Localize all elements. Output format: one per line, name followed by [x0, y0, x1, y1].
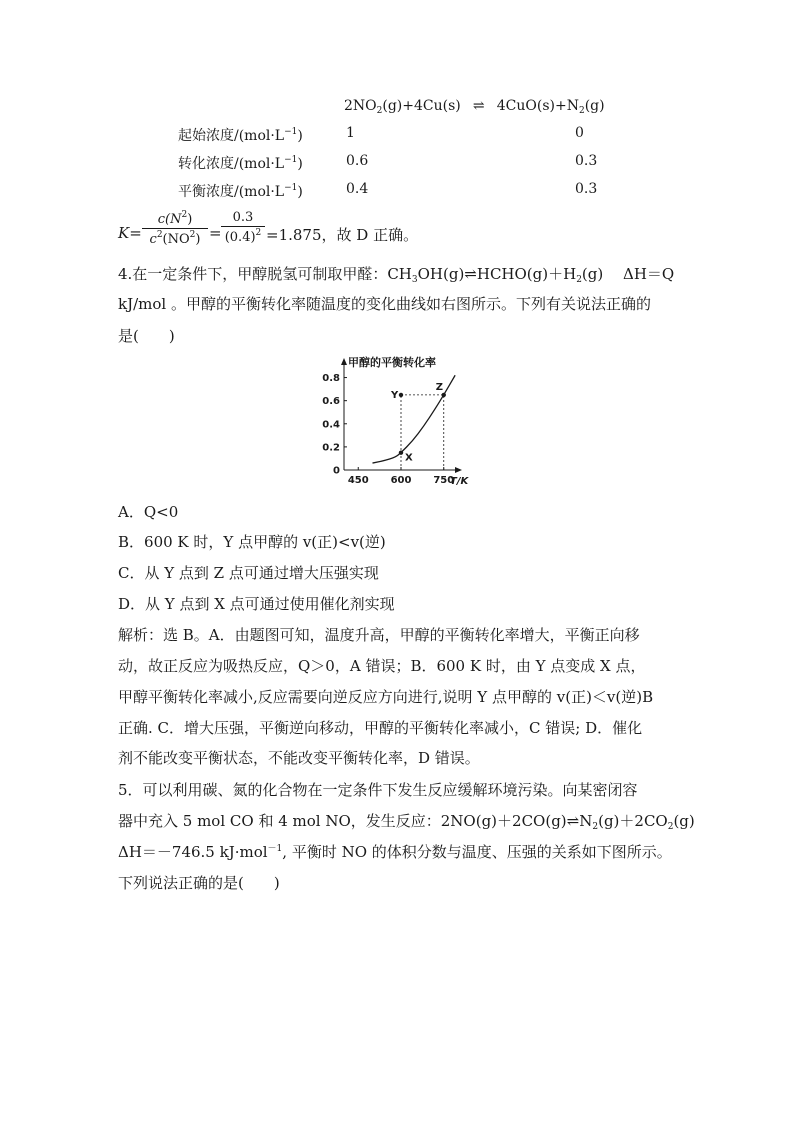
y-tick-label: 0.2 — [322, 442, 340, 454]
analysis-line: 正确. C．增大压强，平衡逆向移动，甲醇的平衡转化率减小，C 错误; D．催化 — [118, 719, 643, 737]
y-tick-label: 0 — [333, 465, 340, 477]
point-z — [442, 393, 446, 397]
point-label-z: Z — [435, 381, 444, 393]
point-label-x: X — [405, 452, 413, 464]
row-value-no2: 0.6 — [346, 153, 369, 169]
q5-stem-line1: 5．可以利用碳、氮的化合物在一定条件下发生反应缓解环境污染。向某密闭容 — [118, 781, 638, 799]
labeled-points — [390, 382, 446, 464]
analysis-line: 解析：选 B。A．由题图可知，温度升高，甲醇的平衡转化率增大，平衡正向移 — [118, 626, 640, 644]
point-x — [399, 450, 403, 454]
q5-stem-line2: 器中充入 5 mol CO 和 4 mol NO，发生反应：$2NO(g)+2CO(g)\rightleftharpoons N_2(g)+2CO_2(g)$ — [118, 812, 695, 832]
q5-stem-line3: ΔH＝－746.5 kJ·mol$^{-1}$, 平衡时 NO 的体积分数与温度、压强的关系如下图所示。 — [118, 843, 672, 861]
fraction-concentration: $c(N^2)$ $c^2(NO^2)$ — [142, 210, 208, 247]
row-value-n2: 0.3 — [575, 181, 598, 197]
x-tick-label: 450 — [347, 475, 369, 486]
equilibrium-arrow: ⇌ — [472, 98, 485, 114]
y-tick-label: 0.6 — [322, 396, 340, 408]
x-tick-label: 600 — [390, 475, 412, 486]
row-value-n2: 0 — [575, 125, 584, 141]
x-tick-label: 750 — [433, 475, 455, 486]
q4-option-d: D．从 Y 点到 X 点可通过使用催化剂实现 — [118, 595, 395, 613]
point-y — [399, 393, 403, 397]
q4-option-a: A．Q<0 — [118, 503, 179, 521]
equals-sign: = — [209, 224, 222, 242]
analysis-line: 甲醇平衡转化率减小,反应需要向逆反应方向进行,说明 Y 点甲醇的 v(正)＜v(逆)B — [118, 688, 654, 706]
row-label: 转化浓度$/(mol\cdot L^{-1})$ — [178, 155, 303, 172]
y-tick-label: 0.8 — [322, 373, 340, 385]
point-label-y: Y — [391, 389, 399, 401]
fraction-numeric: 0.3 $(0.4)^2$ — [221, 210, 265, 245]
y-axis-arrow — [341, 358, 347, 365]
reaction-equation: $2NO_2(g)+4Cu(s)$ ⇌ $4CuO(s)+N_2(g)$ — [344, 98, 605, 116]
q4-option-c: C．从 Y 点到 Z 点可通过增大压强实现 — [118, 564, 379, 582]
k-symbol: K= — [118, 224, 142, 242]
chart-title: 甲醇的平衡转化率 — [348, 356, 436, 369]
analysis-line: 剂不能改变平衡状态，不能改变平衡转化率，D 错误。 — [118, 749, 480, 767]
q5-stem-line4: 下列说法正确的是( ) — [118, 874, 280, 892]
q4-stem-line2: kJ/mol 。甲醇的平衡转化率随温度的变化曲线如右图所示。下列有关说法正确的 — [118, 295, 651, 313]
q4-stem-line1: 4.在一定条件下，甲醇脱氢可制取甲醛：$CH_3OH(g)\rightleftharpoons HCHO(g)+H_2(g)$ ΔH＝Q — [118, 265, 675, 285]
y-tick-label: 0.4 — [322, 419, 340, 431]
row-value-no2: 1 — [346, 125, 355, 141]
x-axis-label: T/K — [450, 476, 469, 487]
row-label: 平衡浓度$/(mol\cdot L^{-1})$ — [178, 183, 303, 200]
row-value-no2: 0.4 — [346, 181, 369, 197]
q4-option-b: B．600 K 时，Y 点甲醇的 v(正)<v(逆) — [118, 533, 386, 551]
q4-stem-line3: 是( ) — [118, 327, 175, 345]
tick-group — [322, 373, 454, 486]
methanol-conversion-chart — [322, 352, 482, 492]
analysis-line: 动，故正反应为吸热反应，Q＞0，A 错误；B．600 K 时，由 Y 点变成 X 点， — [118, 657, 646, 675]
row-label: 起始浓度$/(mol\cdot L^{-1})$ — [178, 127, 303, 144]
x-axis-arrow — [455, 467, 462, 473]
row-value-n2: 0.3 — [575, 153, 598, 169]
k-result: =1.875，故 D 正确。 — [266, 226, 419, 244]
